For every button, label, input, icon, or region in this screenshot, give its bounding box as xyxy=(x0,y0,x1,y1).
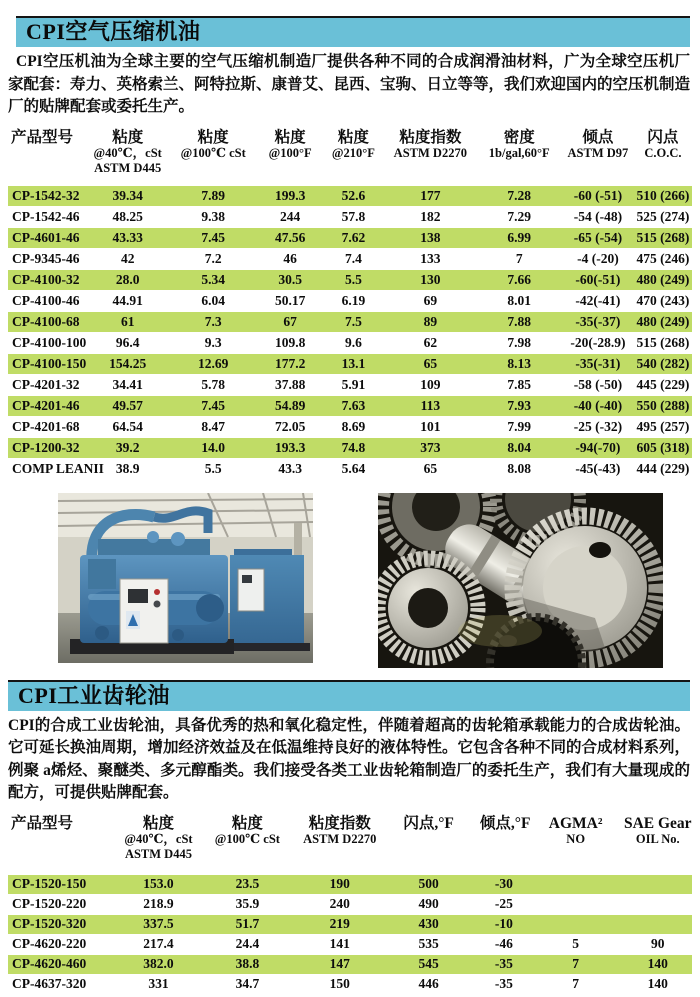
cell xyxy=(528,874,624,894)
column-header-density: 密度 1b/gal,60°F xyxy=(488,128,550,160)
table-row xyxy=(8,458,692,479)
cell: -35(-37) xyxy=(575,313,621,329)
table-row xyxy=(8,227,692,248)
cell: 9.38 xyxy=(201,208,225,224)
gear-oil-table xyxy=(8,812,692,994)
column-header-product: 产品型号 xyxy=(11,814,74,832)
cell-product: CP-4201-68 xyxy=(12,418,80,434)
cell: 540 (282) xyxy=(636,355,690,371)
cell: 90 xyxy=(651,936,665,951)
cell: 373 xyxy=(420,439,441,455)
table-row xyxy=(8,416,692,437)
cell: 101 xyxy=(420,418,441,434)
cell: 44.91 xyxy=(112,292,143,308)
column-header-flash-point: 闪点,°F xyxy=(403,814,454,832)
cell: 34.41 xyxy=(112,376,143,392)
cell: -10 xyxy=(494,916,513,931)
cell-product: CP-4100-68 xyxy=(12,313,80,329)
cell: 7.66 xyxy=(507,271,532,287)
cell: 30.5 xyxy=(278,271,302,287)
cell: 480 (249) xyxy=(636,271,690,287)
cell: 7.29 xyxy=(507,208,532,224)
table-header-row xyxy=(8,126,692,186)
cell: 7.5 xyxy=(344,313,362,329)
cell: 177.2 xyxy=(274,355,306,371)
cell: 7.3 xyxy=(204,313,222,329)
cell: 109 xyxy=(420,376,441,392)
cell: 154.25 xyxy=(109,355,147,371)
cell: 5.78 xyxy=(201,376,225,392)
cell: 7.99 xyxy=(507,418,532,434)
cell: -45(-43) xyxy=(575,460,621,476)
cell: 8.08 xyxy=(507,460,532,476)
cell: 445 (229) xyxy=(636,376,690,392)
cell: 7.89 xyxy=(201,187,225,203)
cell: -46 xyxy=(494,936,513,951)
cell: -58 (-50) xyxy=(573,376,623,392)
cell: -4 (-20) xyxy=(577,250,619,266)
cell: 96.4 xyxy=(115,334,140,350)
cell: 48.25 xyxy=(112,208,143,224)
cell: 515 (268) xyxy=(636,334,690,350)
cell: 65 xyxy=(423,355,438,371)
cell: 39.34 xyxy=(112,187,143,203)
cell: 52.6 xyxy=(341,187,366,203)
table-row xyxy=(8,185,692,206)
cell: 24.4 xyxy=(235,936,260,951)
cell: -35 xyxy=(494,976,513,991)
cell: 42 xyxy=(120,250,135,266)
cell: 219 xyxy=(329,916,350,931)
cell: 140 xyxy=(647,976,668,991)
compressor-plant-photo xyxy=(58,493,313,663)
cell-product: CP-4201-46 xyxy=(12,397,80,413)
cell: 446 xyxy=(418,976,439,991)
cell: 150 xyxy=(329,976,350,991)
cell: 500 xyxy=(418,876,439,891)
column-header-visc-100f: 粘度 @100°F xyxy=(268,128,312,160)
cell: 6.19 xyxy=(341,292,366,308)
column-header-visc-40c: 粘度 @40℃，cSt ASTM D445 xyxy=(93,128,162,175)
cell: 113 xyxy=(420,397,441,413)
cell: 525 (274) xyxy=(636,208,690,224)
cell: 38.9 xyxy=(115,460,140,476)
cell: 217.4 xyxy=(143,936,174,951)
cell: 331 xyxy=(148,976,169,991)
table-row xyxy=(8,248,692,269)
cell: -60 (-51) xyxy=(573,187,623,203)
cell: -60(-51) xyxy=(575,271,621,287)
cell: 510 (266) xyxy=(636,187,690,203)
cell-product: CP-4100-32 xyxy=(12,271,80,287)
cell-product: CP-1520-220 xyxy=(12,896,87,911)
column-header-pour-point: 倾点 ASTM D97 xyxy=(567,128,629,160)
cell: 72.05 xyxy=(274,418,306,434)
cell: 46 xyxy=(283,250,297,266)
column-header-agma-no: AGMA² NO xyxy=(548,814,603,846)
cell: 62 xyxy=(423,334,438,350)
cell: -20(-28.9) xyxy=(570,334,626,350)
column-header-visc-index: 粘度指数 ASTM D2270 xyxy=(303,814,377,846)
table-row xyxy=(8,269,692,290)
cell: 515 (268) xyxy=(636,229,690,245)
cell: -25 xyxy=(494,896,513,911)
cell-product: CP-4620-460 xyxy=(12,956,87,971)
cell-product: CP-4100-46 xyxy=(12,292,80,308)
cell: 475 (246) xyxy=(636,250,690,266)
cell: 337.5 xyxy=(143,916,174,931)
column-header-pour-point: 倾点,°F xyxy=(479,814,531,832)
cell: 43.33 xyxy=(112,229,143,245)
table-row xyxy=(8,437,692,458)
cell: 495 (257) xyxy=(636,418,690,434)
cell: 8.69 xyxy=(341,418,366,434)
photo-strip xyxy=(58,493,700,668)
cell: 5.5 xyxy=(204,460,222,476)
cell-product: CP-1200-32 xyxy=(12,439,80,455)
table-row xyxy=(8,974,692,994)
cell-product: CP-1542-46 xyxy=(12,208,80,224)
cell: 138 xyxy=(420,229,441,245)
cell: 14.0 xyxy=(201,439,225,455)
cell: 54.89 xyxy=(274,397,306,413)
cell xyxy=(624,894,692,914)
cell: 5.5 xyxy=(344,271,362,287)
cell-product: CP-1520-320 xyxy=(12,916,87,931)
cell-product: CP-4100-100 xyxy=(12,334,87,350)
cell: 7.98 xyxy=(507,334,532,350)
table-header-row xyxy=(8,812,692,875)
section-intro-gear-oil: CPI的合成工业齿轮油，具备优秀的热和氧化稳定性，伴随着超高的齿轮箱承载能力的合成齿轮油。它可延长换油周期，增加经济效益及在低温维持良好的液体特性。它包含各种不同的合成材料系列，例聚 a烯烃、聚醚类、多元醇酯类。我们接受各类工业齿轮箱制造厂的委托生产，我们有大量现成的配方，可提供贴牌配套。 xyxy=(8,716,691,801)
cell: 43.3 xyxy=(278,460,302,476)
cell: 23.5 xyxy=(235,876,260,891)
cell: 480 (249) xyxy=(636,313,690,329)
cell: 8.04 xyxy=(507,439,532,455)
cell: 8.13 xyxy=(507,355,532,371)
cell: 153.0 xyxy=(143,876,174,891)
cell-product: CP-9345-46 xyxy=(12,250,80,266)
column-header-visc-40c: 粘度 @40℃，cSt ASTM D445 xyxy=(124,814,193,861)
gears-photo xyxy=(378,493,663,668)
cell: 57.8 xyxy=(341,208,366,224)
cell: 244 xyxy=(280,208,301,224)
table-row xyxy=(8,954,692,974)
cell: 47.56 xyxy=(274,229,306,245)
cell: 12.69 xyxy=(198,355,229,371)
cell xyxy=(528,894,624,914)
cell-product: CP-4201-32 xyxy=(12,376,80,392)
cell: 28.0 xyxy=(115,271,140,287)
cell: 7.93 xyxy=(507,397,532,413)
cell: 199.3 xyxy=(274,187,306,203)
cell: 69 xyxy=(423,292,438,308)
cell xyxy=(624,914,692,934)
section-intro-compressor-oil: CPI空压机油为全球主要的空气压缩机制造厂提供各种不同的合成润滑油材料，广为全球空压机厂家配套：寿力、英格索兰、阿特拉斯、康普艾、昆西、宝驹、日立等等，我们欢迎国内的空压机制造厂的贴牌配套或委托生产。 xyxy=(8,53,691,115)
cell: 49.57 xyxy=(112,397,143,413)
column-header-visc-index: 粘度指数 ASTM D2270 xyxy=(393,128,467,160)
column-header-visc-210f: 粘度 @210°F xyxy=(331,128,375,160)
table-row xyxy=(8,290,692,311)
cell: 61 xyxy=(120,313,135,329)
cell: 7.28 xyxy=(507,187,532,203)
table-row xyxy=(8,914,692,934)
cell: 7.2 xyxy=(204,250,222,266)
cell: 9.6 xyxy=(344,334,362,350)
cell-product: CP-4100-150 xyxy=(12,355,87,371)
cell: 470 (243) xyxy=(636,292,690,308)
cell: -35(-31) xyxy=(575,355,621,371)
compressor-oil-table xyxy=(8,126,692,479)
cell: -65 (-54) xyxy=(573,229,623,245)
cell: 5.64 xyxy=(341,460,366,476)
cell: 177 xyxy=(420,187,441,203)
cell: -54 (-48) xyxy=(573,208,623,224)
cell-product: CP-4601-46 xyxy=(12,229,80,245)
cell: 89 xyxy=(423,313,438,329)
cell: 65 xyxy=(423,460,438,476)
section-title-gear-oil: CPI工业齿轮油 xyxy=(8,680,690,711)
cell: 9.3 xyxy=(204,334,222,350)
cell: -40 (-40) xyxy=(573,397,623,413)
cell: -94(-70) xyxy=(575,439,621,455)
cell: 38.8 xyxy=(235,956,260,971)
cell: 7.45 xyxy=(201,397,225,413)
cell: 8.47 xyxy=(201,418,225,434)
cell: 240 xyxy=(329,896,350,911)
section-title-compressor-oil: CPI空气压缩机油 xyxy=(16,16,690,47)
cell: 34.7 xyxy=(235,976,260,991)
cell: 7 xyxy=(515,250,523,266)
cell: 133 xyxy=(420,250,441,266)
cell-product: CP-1542-32 xyxy=(12,187,80,203)
cell: 550 (288) xyxy=(636,397,690,413)
column-header-sae-gear-oil-no: SAE Gear OIL No. xyxy=(623,814,692,846)
cell: 190 xyxy=(329,876,350,891)
column-header-visc-100c: 粘度 @100℃ cSt xyxy=(214,814,280,846)
cell: 430 xyxy=(418,916,439,931)
cell: 545 xyxy=(418,956,439,971)
cell: 6.04 xyxy=(201,292,225,308)
cell: 50.17 xyxy=(274,292,306,308)
cell: 7.62 xyxy=(341,229,366,245)
column-header-visc-100c: 粘度 @100℃ cSt xyxy=(180,128,246,160)
table-row xyxy=(8,353,692,374)
cell: 64.54 xyxy=(112,418,143,434)
table-row xyxy=(8,206,692,227)
top-margin xyxy=(0,0,700,16)
cell: 39.2 xyxy=(115,439,140,455)
cell: 140 xyxy=(647,956,668,971)
cell: 382.0 xyxy=(143,956,174,971)
column-header-flash-point: 闪点 C.O.C. xyxy=(644,128,682,160)
cell: 6.99 xyxy=(507,229,532,245)
cell: 193.3 xyxy=(274,439,306,455)
cell: 5.34 xyxy=(201,271,225,287)
cell: 7.45 xyxy=(201,229,225,245)
cell: -30 xyxy=(494,876,513,891)
table-row xyxy=(8,934,692,954)
cell: -42(-41) xyxy=(575,292,621,308)
column-header-product: 产品型号 xyxy=(11,128,74,146)
cell: 109.8 xyxy=(274,334,306,350)
cell: 182 xyxy=(420,208,441,224)
cell xyxy=(624,874,692,894)
cell xyxy=(528,914,624,934)
cell-product: CP-4637-320 xyxy=(12,976,87,991)
cell-product: COMP LEANII xyxy=(12,460,104,476)
cell: 490 xyxy=(418,896,439,911)
cell: 51.7 xyxy=(235,916,260,931)
table-row xyxy=(8,374,692,395)
cell: 147 xyxy=(329,956,350,971)
table-row xyxy=(8,395,692,416)
cell: 7 xyxy=(572,976,580,991)
cell: 8.01 xyxy=(507,292,532,308)
cell: 37.88 xyxy=(274,376,306,392)
cell: 7 xyxy=(572,956,580,971)
table-row xyxy=(8,332,692,353)
cell: 218.9 xyxy=(143,896,174,911)
cell: 67 xyxy=(283,313,297,329)
cell: 13.1 xyxy=(341,355,366,371)
table-row xyxy=(8,894,692,914)
table-row xyxy=(8,874,692,894)
cell: 7.85 xyxy=(507,376,532,392)
cell: 141 xyxy=(329,936,350,951)
cell: 444 (229) xyxy=(636,460,690,476)
table-row xyxy=(8,311,692,332)
cell: 74.8 xyxy=(341,439,366,455)
cell-product: CP-1520-150 xyxy=(12,876,87,891)
cell: 5.91 xyxy=(341,376,366,392)
cell: 7.63 xyxy=(341,397,366,413)
cell: -25 (-32) xyxy=(573,418,623,434)
cell-product: CP-4620-220 xyxy=(12,936,87,951)
cell: 7.4 xyxy=(344,250,362,266)
cell: 605 (318) xyxy=(636,439,690,455)
cell: 130 xyxy=(420,271,441,287)
cell: 35.9 xyxy=(235,896,260,911)
cell: 7.88 xyxy=(507,313,532,329)
cell: 535 xyxy=(418,936,439,951)
cell: -35 xyxy=(494,956,513,971)
cell: 5 xyxy=(572,936,580,951)
